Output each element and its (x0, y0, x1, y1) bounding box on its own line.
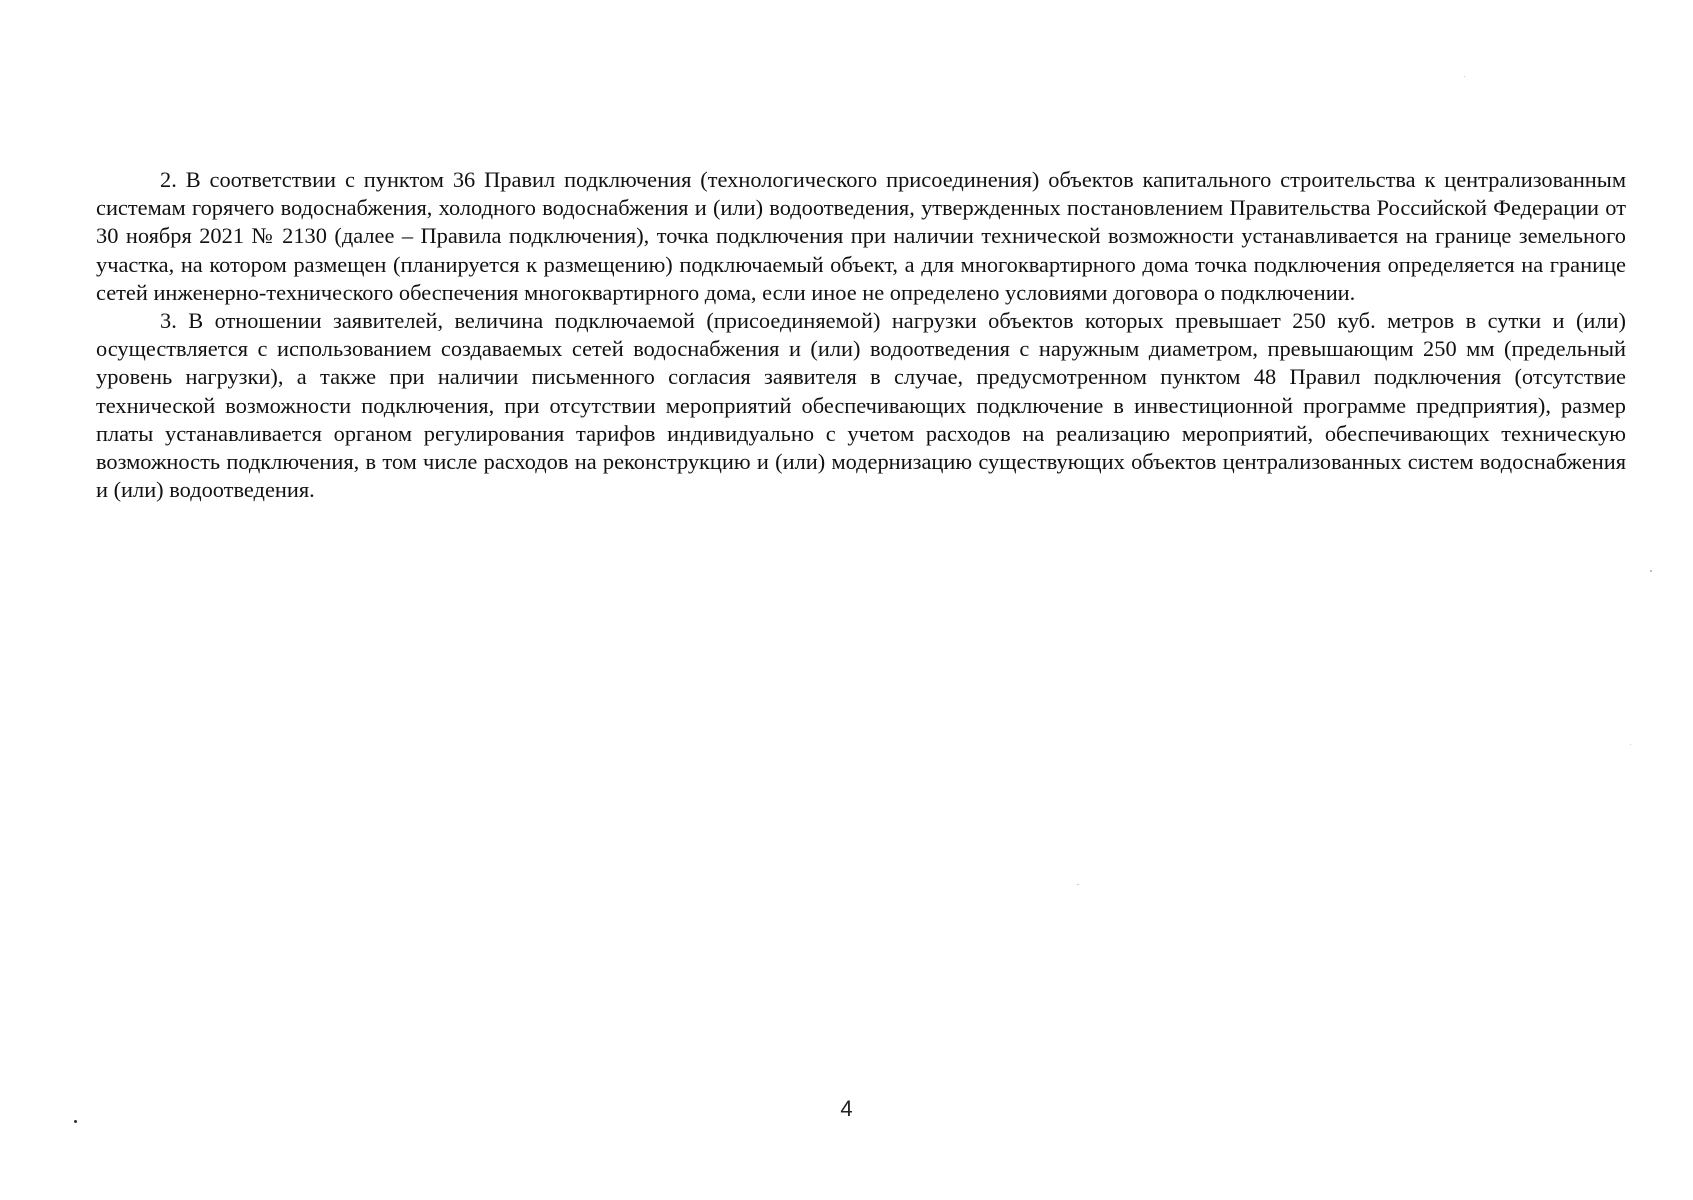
scan-speck (1077, 884, 1079, 885)
scan-speck (1630, 744, 1631, 745)
scan-speck (1650, 570, 1652, 572)
paragraph-2: 2. В соответствии с пунктом 36 Правил подключения (технологического присоединения) объектов капитального строительства к централизованным системам горячего водоснабжения, холодного водоснабжения и (или) водоотведения, утвержденных постановлением Правительства Российской Федерации от 30 ноября 2021 № 2130 (далее – Правила подключения), точка подключения при наличии технической возможности устанавливается на границе земельного участка, на котором размещен (планируется к размещению) подключаемый объект, а для многоквартирного дома точка подключения определяется на границе сетей инженерно-технического обеспечения многоквартирного дома, если иное не определено условиями договора о подключении. (96, 167, 1626, 305)
document-body (96, 166, 1626, 504)
scan-speck (74, 1120, 77, 1123)
paragraph-3: 3. В отношении заявителей, величина подключаемой (присоединяемой) нагрузки объектов которых превышает 250 куб. метров в сутки и (или) осуществляется с использованием создаваемых сетей водоснабжения и (или) водоотведения с наружным диаметром, превышающим 250 мм (предельный уровень нагрузки), а также при наличии письменного согласия заявителя в случае, предусмотренном пунктом 48 Правил подключения (отсутствие технической возможности подключения, при отсутствии мероприятий обеспечивающих подключение в инвестиционной программе предприятия), размер платы устанавливается органом регулирования тарифов индивидуально с учетом расходов на реализацию мероприятий, обеспечивающих техническую возможность подключения, в том числе расходов на реконструкцию и (или) модернизацию существующих объектов централизованных систем водоснабжения и (или) водоотведения. (96, 308, 1626, 503)
page-number: 4 (840, 1096, 853, 1121)
scan-speck (1464, 76, 1465, 77)
